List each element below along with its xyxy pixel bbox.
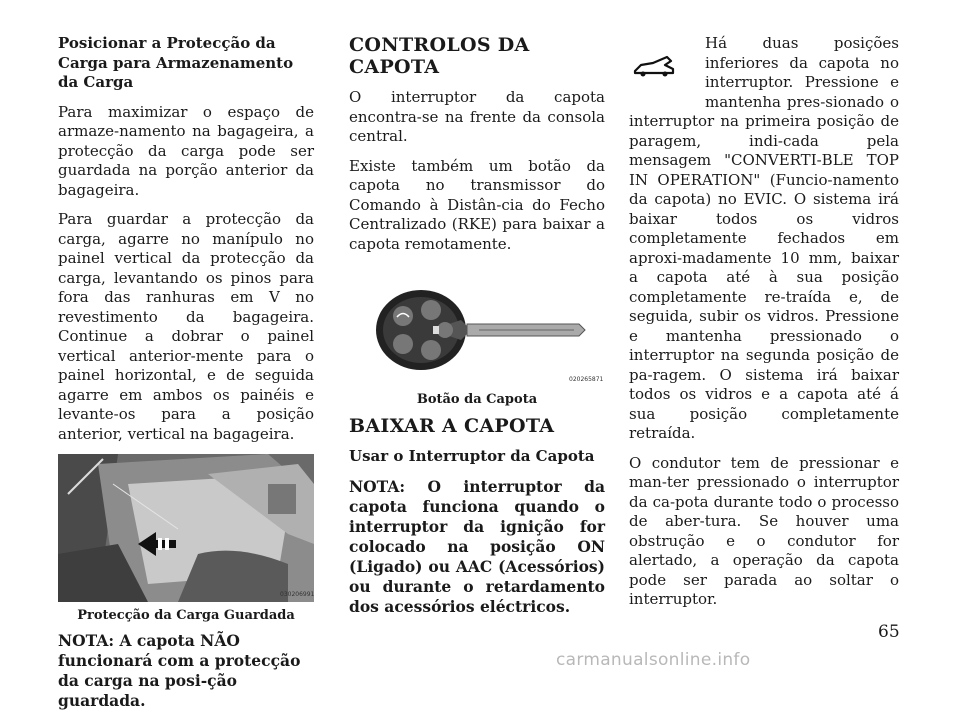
- column-middle: [349, 34, 605, 627]
- key-fob-figure: [349, 272, 605, 386]
- paragraph: O condutor tem de pressionar e man-ter pressionado o interruptor da ca-pota durante todo o processo de aber-tura. Se houver uma obstrução e o condutor for alertado, a operação da capota pode ser parada ao soltar o interruptor.: [629, 453, 899, 608]
- figure-code: 020265871: [569, 376, 604, 383]
- section-heading: BAIXAR A CAPOTA: [349, 415, 555, 437]
- section-heading: CONTROLOS DA CAPOTA: [349, 34, 530, 78]
- column-left: [58, 34, 314, 721]
- column-right: [629, 34, 899, 620]
- paragraph: O interruptor da capota encontra-se na frente da consola central.: [349, 88, 605, 145]
- paragraph: Existe também um botão da capota no transmissor do Comando à Distân-cia do Fecho Centralizado (RKE) para baixar a capota remotamente.: [349, 156, 605, 253]
- watermark: carmanualsonline.info: [556, 650, 751, 670]
- cargo-cover-figure: [58, 454, 314, 602]
- subheading: Usar o Interruptor da Capota: [349, 447, 595, 465]
- paragraph: Há duas posições inferiores da capota no interruptor. Pressione e mantenha pres-sionado o interruptor na primeira posição de paragem, indi-cada pela mensagem "CONVERTI-BLE TOP IN OPERATION" (Funcio-namento da capota) no EVIC. O sistema irá baixar todos os vidros completamente fechados em aproxi-madamente 10 mm, baixar a capota até à sua posição completamente re-traída e, de seguida, subir os vidros. Pressione e mantenha pressionado o interruptor na segunda posição de pa-ragem. O sistema irá baixar todos os vidros e a capota até á sua posição completamente retraída.: [629, 34, 899, 442]
- paragraph: Para maximizar o espaço de armaze-namento na bagageira, a protecção da carga pode ser guardada na porção anterior da bagageira.: [58, 102, 314, 199]
- key-fob-illustration: [349, 272, 605, 386]
- figure-code: 030206991: [280, 591, 315, 598]
- cargo-cover-illustration: [58, 454, 314, 602]
- paragraph: Para guardar a protecção da carga, agarre no manípulo no painel vertical da protecção da carga, levantando os pinos para fora das ranhuras em V no revestimento da bagageira. Continue a dobrar o painel vertical anterior-mente para o painel horizontal, e de seguida agarre em ambos os painéis e levante-os para a posição anterior, vertical na bagageira.: [58, 210, 314, 443]
- figure-caption: Botão da Capota: [416, 392, 538, 407]
- page-number: 65: [878, 622, 900, 642]
- figure-caption: Protecção da Carga Guardada: [77, 608, 295, 623]
- convertible-top-icon: [629, 34, 705, 98]
- note: NOTA: O interruptor da capota funciona quando o interruptor da ignição for colocado na posição ON (Ligado) ou AAC (Acessórios) ou durante o retardamento dos acessórios eléctricos.: [349, 476, 605, 616]
- note: NOTA: A capota NÃO funcionará com a protecção da carga na posi-ção guardada.: [58, 631, 301, 710]
- section-heading: Posicionar a Protecção da Carga para Armazenamento da Carga: [58, 34, 294, 91]
